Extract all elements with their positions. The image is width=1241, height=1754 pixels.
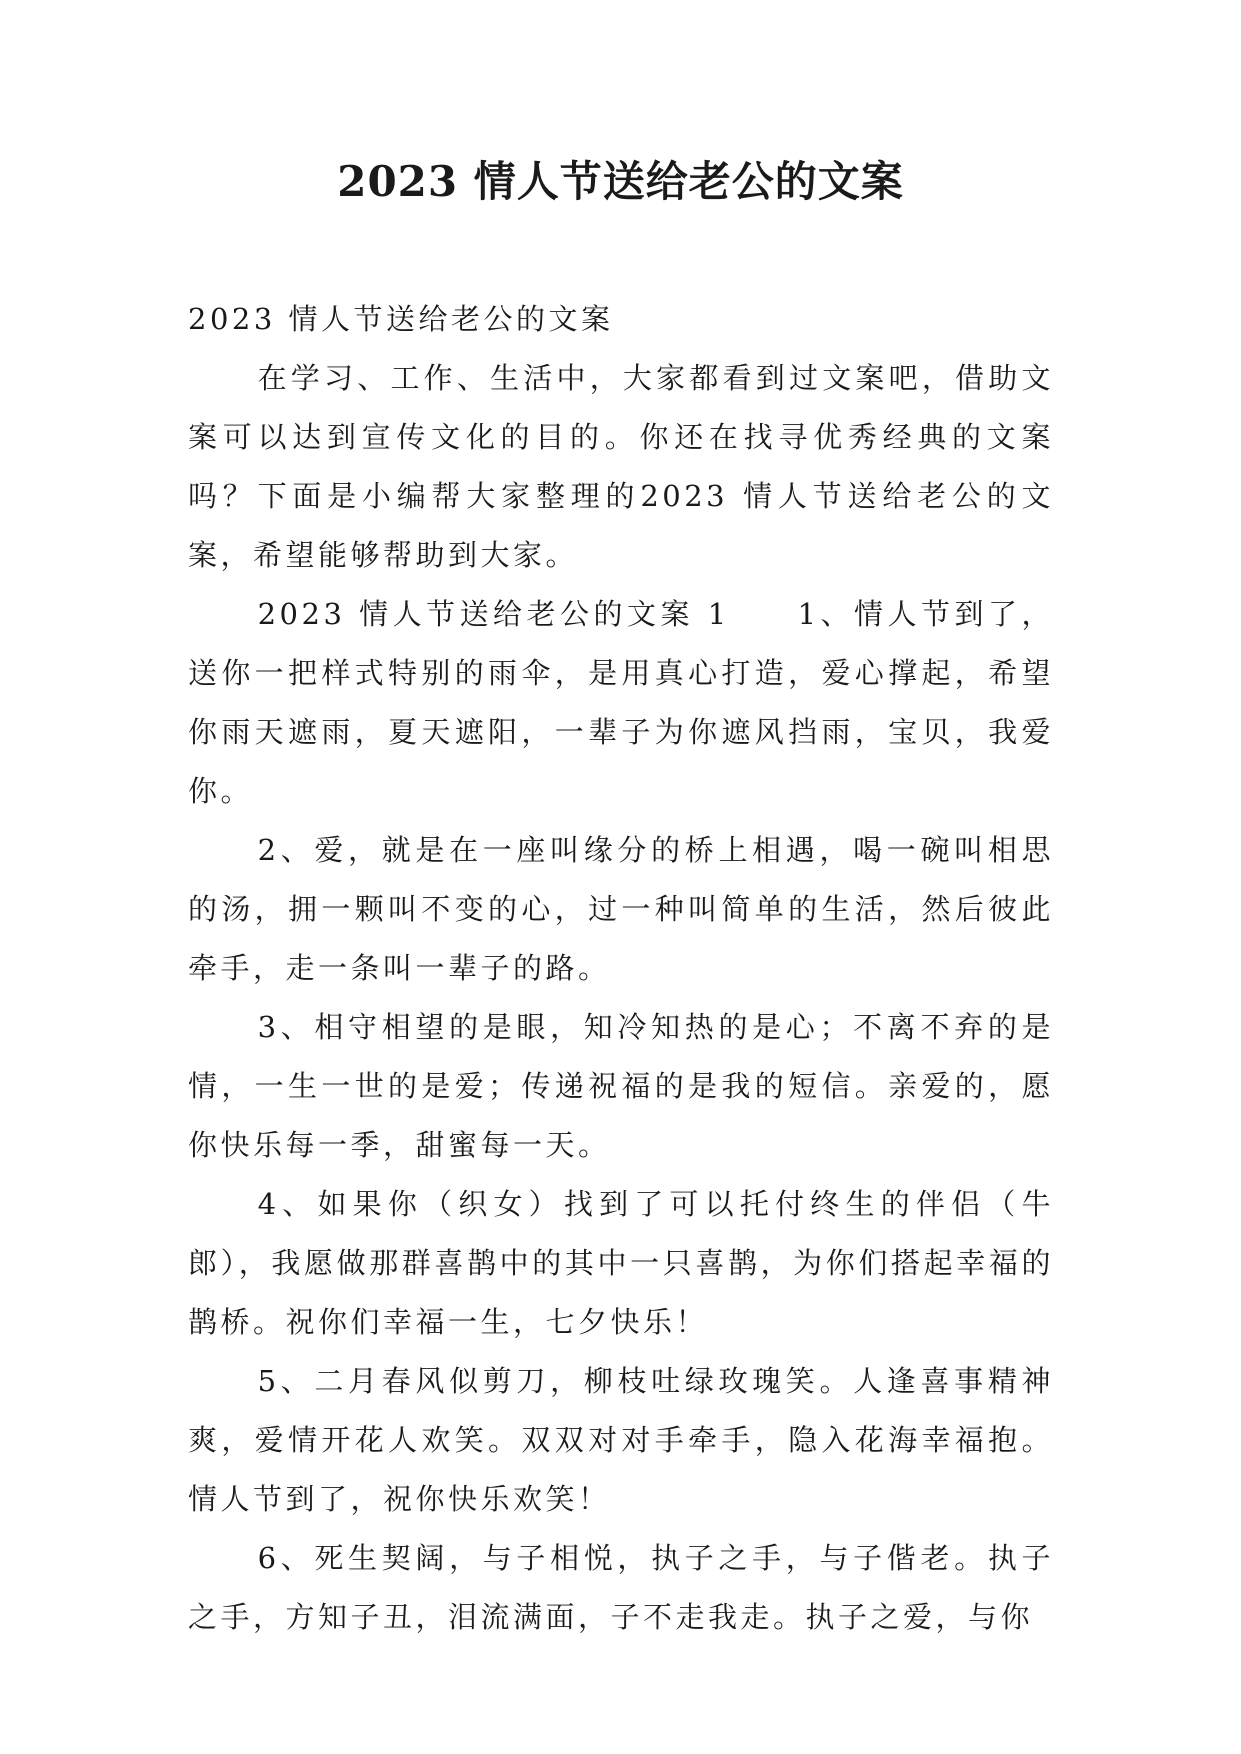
paragraph-item-1: 2023 情人节送给老公的文案 1 1、情人节到了，送你一把样式特别的雨伞，是用真心打造，爱心撑起，希望你雨天遮雨，夏天遮阳，一辈子为你遮风挡雨，宝贝，我爱你。 xyxy=(188,597,1054,808)
paragraph-item-5: 5、二月春风似剪刀，柳枝吐绿玫瑰笑。人逢喜事精神爽，爱情开花人欢笑。双双对对手牵手，隐入花海幸福抱。情人节到了，祝你快乐欢笑！ xyxy=(188,1364,1054,1516)
document-body xyxy=(188,290,1054,1647)
paragraph-item-4: 4、如果你（织女）找到了可以托付终生的伴侣（牛郎），我愿做那群喜鹊中的其中一只喜鹊，为你们搭起幸福的鹊桥。祝你们幸福一生，七夕快乐！ xyxy=(188,1187,1054,1339)
paragraph-item-3: 3、相守相望的是眼，知冷知热的是心；不离不弃的是情，一生一世的是爱；传递祝福的是我的短信。亲爱的，愿你快乐每一季，甜蜜每一天。 xyxy=(188,1010,1054,1162)
paragraph-item-2: 2、爱，就是在一座叫缘分的桥上相遇，喝一碗叫相思的汤，拥一颗叫不变的心，过一种叫简单的生活，然后彼此牵手，走一条叫一辈子的路。 xyxy=(188,833,1054,985)
document-title: 2023 情人节送给老公的文案 xyxy=(337,157,904,206)
document-subtitle: 2023 情人节送给老公的文案 xyxy=(188,302,614,336)
paragraph-item-6: 6、死生契阔，与子相悦，执子之手，与子偕老。执子之手，方知子丑，泪流满面，子不走我走。执子之爱，与你 xyxy=(188,1541,1054,1634)
paragraph-intro: 在学习、工作、生活中，大家都看到过文案吧，借助文案可以达到宣传文化的目的。你还在找寻优秀经典的文案吗？下面是小编帮大家整理的2023 情人节送给老公的文案，希望能够帮助到大家。 xyxy=(188,361,1054,572)
